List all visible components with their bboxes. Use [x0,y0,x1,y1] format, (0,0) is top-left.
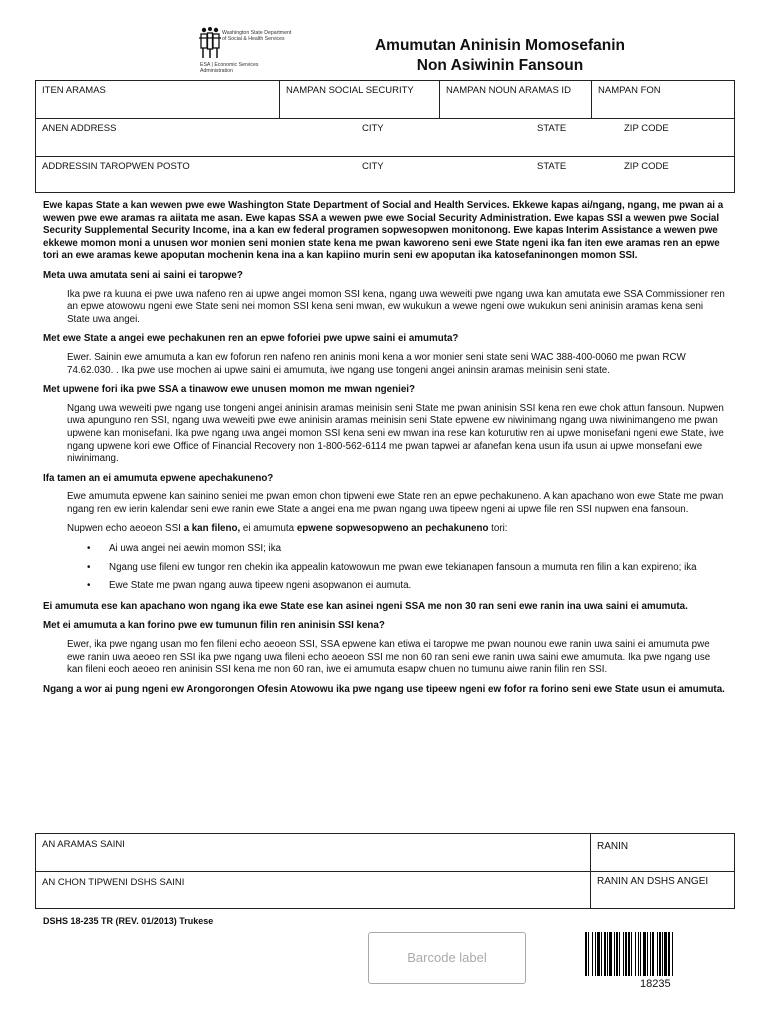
state-label: STATE [537,123,567,134]
address-label: ANEN ADDRESS [42,123,117,134]
client-date-field[interactable] [590,834,736,871]
dshs-signature-label: AN CHON TIPWENI DSHS SAINI [42,877,185,888]
intro-paragraph: Ewe kapas State a kan wewen pwe ewe Washington State Department of Social and Health Services. Ekkewe kapas ai/ngang, ngang, me pwan ai a wewen pwe ewe aramas ra aiitata me asan. Ewe kapas SSA a wewen pwe ewe Social Security Administration. Ewe kapas SSI a wewen pwe Social Security Supplemental Security Income, ina a kan ew federal programen sopwesopwen monitonong. Ewe kapas Interim Assistance a wewen pwe ekkewe momon moni a unusen wor monien seni monien state kena me pwan kaworeno seni ewe State ngeni ika fan iten ewe aramas ren an epwe tori an ewe aramas kewe apoputan mochenin kena ina a kan kapiino murin seni ew apoputan ika katosefaninongen momon SSI. [43,200,724,262]
mailing-state-field[interactable] [531,157,591,194]
client-signature-label: AN ARAMAS SAINI [42,839,125,850]
mailing-zip-label: ZIP CODE [624,161,669,172]
phone-field[interactable] [591,81,736,118]
bullet-icon: • [87,543,91,555]
question-2-heading: Met ewe State a angei ewe pechakunen ren an epwe foforiei pwe upwe saini ei amumuta? [43,333,459,345]
condition-item [87,580,728,593]
lead-bold-1: a kan fileno, [183,523,241,535]
question-1-answer: Ika pwe ra kuuna ei pwe uwa nafeno ren ai upwe angei momon SSI kena, ngang uwa weweiti pwe ngang uwa kan amutata ewe SSA Commissioner ren an epwe atowowu ngeni ewe State seni nei momon SSI kena seni mwan, ew wukukun a wewe ngeni owe wukukun seni aninisin aramas kena seni State uwa angei. [67,288,725,325]
lead-text-2: ei amumuta [240,523,297,535]
name-field[interactable] [36,81,279,118]
bullet-icon: • [87,580,91,592]
mailing-address-field[interactable] [36,157,356,194]
mailing-city-label: CITY [362,161,384,172]
signature-row-dshs [36,872,734,909]
mailing-city-field[interactable] [356,157,476,194]
signature-table [35,833,735,909]
ssn-field[interactable] [279,81,439,118]
dshs-signature-field[interactable] [36,872,590,909]
closing-statement: Ngang a wor ai pung ngeni ew Arongorongen Ofesin Atowowu ika pwe ngang use tipeew ngeni ew fofor ra forino seni ewe State usun ei amumuta. [43,683,725,695]
barcode-icon [585,932,725,976]
condition-text: Ai uwa angei nei aewin momon SSI; ika [109,543,282,555]
condition-item [87,562,728,575]
client-signature-field[interactable] [36,834,590,871]
dshs-date-field[interactable] [590,872,736,909]
lead-bold-2: epwene sopwesopweno an pechakuneno [296,523,489,535]
mailing-zip-field[interactable] [618,157,736,194]
mailing-state-label: STATE [537,161,567,172]
question-2-answer: Ewer. Sainin ewe amumuta a kan ew foforun ren nafeno ren aninis moni kena a wor monier seni state seni WAC 388-400-0060 me pwan RCW 74.62.030. . Ika pwe use mochen ai upwe saini ei amumuta, iwe ngang use tongeni angei aninsin aramas meinisin seni state. [67,351,686,376]
mailing-address-label: ADDRESSIN TAROPWEN POSTO [42,161,190,172]
client-id-label: NAMPAN NOUN ARAMAS ID [446,85,571,96]
field-row-3 [36,157,734,194]
form-body [43,200,728,703]
question-5-answer: Ewer, ika pwe ngang usan mo fen fileni echo aeoeon SSI, SSA epwene kan etiwa ei taropwe me pwan nounou ewe ranin uwa saini ei amumuta pwe ewe ranin uwa aeoeo ren SSI ika pwe ngang uwa fileni echo aeoeon SSI me non 60 ran seni ewe ranin uwa saini ewe amumuta. Ika pwe ngang use kan fileni eoch aeoeo ren aninisin SSI kena me non 60 ran, iwe ei amumuta esapw chuen no tumunu aiwe ranin filin ren SSI. [67,639,711,676]
client-id-field[interactable] [439,81,591,118]
zip-field[interactable] [618,119,736,156]
dshs-date-label: RANIN AN DSHS ANGEI [597,876,709,887]
city-label: CITY [362,123,384,134]
lead-text-1: Nupwen echo aeoeon SSI [67,523,184,535]
condition-text: Ewe State me pwan ngang auwa tipeew ngeni asopwanon ei aumuta. [109,580,412,592]
address-field[interactable] [36,119,356,156]
signature-row-client [36,834,734,872]
form-title [300,36,700,76]
client-date-label: RANIN [597,841,629,852]
state-field[interactable] [531,119,591,156]
city-field[interactable] [356,119,476,156]
form-id: DSHS 18-235 TR (REV. 01/2013) Trukese [43,916,214,926]
dshs-logo-icon [198,26,222,60]
dshs-logo [196,26,296,74]
barcode-number: 18235 [640,978,671,990]
question-4-heading: Ifa tamen an ei amumuta epwene apechakuneno? [43,472,274,484]
title-line-2: Non Asiwinin Fansoun [416,57,584,74]
phone-label: NAMPAN FON [598,85,661,96]
name-label: ITEN ARAMAS [42,85,106,96]
question-4-answer: Ewe amumuta epwene kan sainino seniei me pwan emon chon tipweni ewe State ren an epwe pechakuneno. A kan apachano won ewe State me pwan ngang ren ew ierin kalendar seni ewe ranin ewe State a angei ena me pwan ngang uwa tipeew ngeni ai upwe file ren SSI nupwen ena fansoun. [67,491,724,515]
bullet-icon: • [87,561,91,573]
agency-name: Washington State Department of Social & Health Services [222,30,292,42]
client-info-table [35,80,735,193]
question-1-heading: Meta uwa amutata seni ai saini ei taropwe? [43,269,243,281]
condition-item [87,543,728,556]
zip-label: ZIP CODE [624,123,669,134]
admin-name: ESA | Economic Services Administration [200,62,259,74]
question-5-heading: Met ei amumuta a kan forino pwe ew tumunun filin ren aninisin SSI kena? [43,620,385,632]
notice-statement: Ei amumuta ese kan apachano won ngang ika ewe State ese kan asinei ngeni SSA me non 30 ran seni ewe ranin ina uwa saini ei amumuta. [43,600,688,612]
ssn-label: NAMPAN SOCIAL SECURITY [286,85,414,96]
field-row-1 [36,81,734,119]
question-4-lead [67,523,728,536]
lead-text-3: tori: [488,523,508,535]
question-3-heading: Met upwene fori ika pwe SSA a tinawow ewe unusen momon me mwan ngeniei? [43,384,415,396]
barcode-label-box: Barcode label [368,932,526,984]
field-row-2 [36,119,734,157]
question-3-answer: Ngang uwa weweiti pwe ngang use tongeni angei aninisin aramas meinisin seni State me pwan aninisin SSI kena ren ewe chok attun fansoun. Nupwen uwa apunguno ren SSI, ngang uwa weweiti pwe ewe aninisin aramas meinisin seni State epwene ew niwinimang ngang uwa niwinimangeno me pwan upwene kan monisefani. Ika pwe ngang uwa angei momon SSI kena seni ew mwan ina rese kan koturutiw ren ai upwe monisefani ngeni ewe State, iwe ngang upwene kori ewe Office of Financial Recovery non 1-800-562-6114 me pwan tapwei ar afanefan kena usun ifa usun ai upwe monsefani ewe niwinimang. [67,402,724,465]
title-line-1: Amumutan Aninisin Momosefanin [374,37,625,54]
condition-text: Ngang use fileni ew tungor ren chekin ika appealin katowowun me pwan ewe tekianapen fansoun a mumuta ren filin a kan expireno; ika [109,561,697,573]
